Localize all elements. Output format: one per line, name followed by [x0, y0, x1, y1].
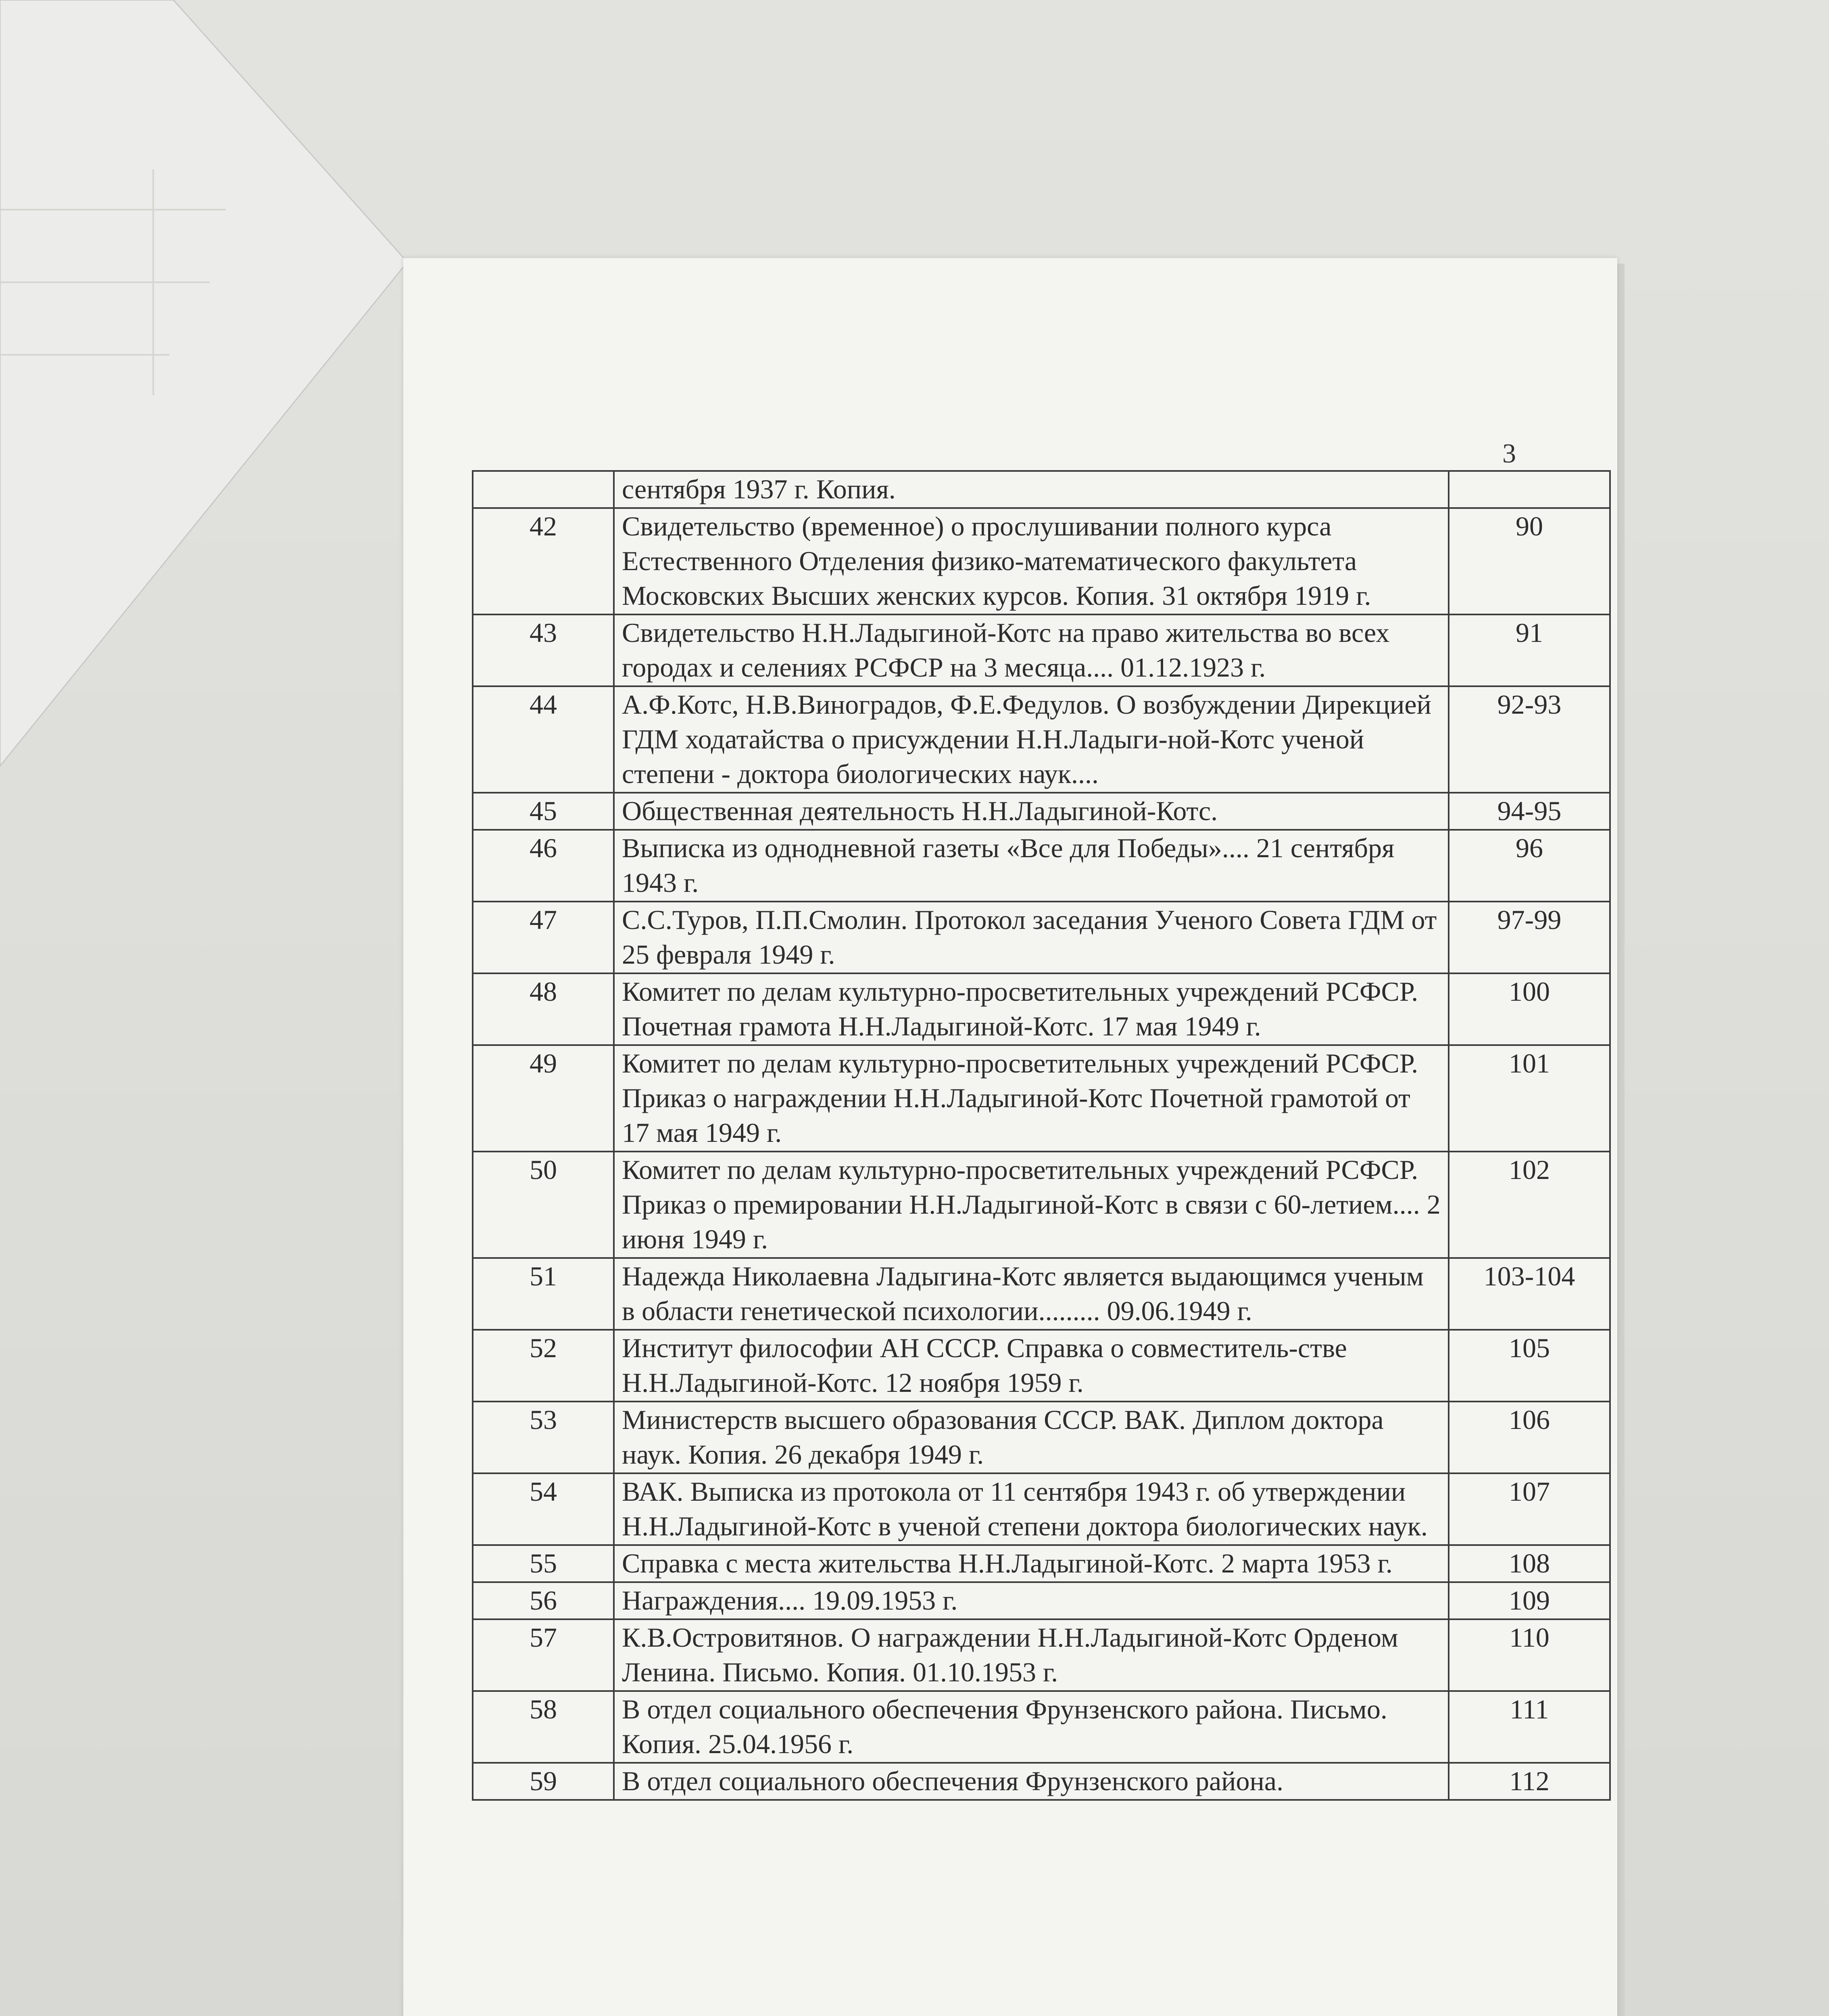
item-sheets: 102: [1449, 1152, 1610, 1258]
item-description: Свидетельство Н.Н.Ладыгиной-Котс на право жительства во всех городах и селениях РСФСР на 3 месяца.... 01.12.1923 г.: [614, 614, 1449, 686]
item-sheets: 94-95: [1449, 793, 1610, 830]
page-number: 3: [1502, 438, 1516, 469]
item-number: 44: [473, 686, 614, 793]
item-sheets: 111: [1449, 1691, 1610, 1763]
table-row: [473, 1582, 1610, 1619]
item-number: 51: [473, 1258, 614, 1330]
item-description: В отдел социального обеспечения Фрунзенского района.: [614, 1763, 1449, 1800]
item-description: С.С.Туров, П.П.Смолин. Протокол заседания Ученого Совета ГДМ от 25 февраля 1949 г.: [614, 902, 1449, 973]
table-row: [473, 686, 1610, 793]
item-number: 50: [473, 1152, 614, 1258]
table-row: [473, 1691, 1610, 1763]
item-sheets: 100: [1449, 973, 1610, 1045]
item-number: 58: [473, 1691, 614, 1763]
item-number: 45: [473, 793, 614, 830]
table-row: [473, 1473, 1610, 1545]
item-sheets: 90: [1449, 508, 1610, 614]
table-row: [473, 1045, 1610, 1152]
table-row: [473, 1258, 1610, 1330]
item-description: сентября 1937 г. Копия.: [614, 471, 1449, 508]
item-number: 49: [473, 1045, 614, 1152]
item-number: 56: [473, 1582, 614, 1619]
item-sheets: 97-99: [1449, 902, 1610, 973]
item-number: 57: [473, 1619, 614, 1691]
item-description: Свидетельство (временное) о прослушивании полного курса Естественного Отделения физико-математического факультета Московских Высших женских курсов. Копия. 31 октября 1919 г.: [614, 508, 1449, 614]
item-sheets: 92-93: [1449, 686, 1610, 793]
item-number: 52: [473, 1330, 614, 1402]
item-number: 59: [473, 1763, 614, 1800]
item-number: 54: [473, 1473, 614, 1545]
table-row: [473, 1402, 1610, 1473]
item-sheets: 108: [1449, 1545, 1610, 1582]
item-number: 43: [473, 614, 614, 686]
item-description: Справка с места жительства Н.Н.Ладыгиной-Котс. 2 марта 1953 г.: [614, 1545, 1449, 1582]
item-description: Министерств высшего образования СССР. ВАК. Диплом доктора наук. Копия. 26 декабря 1949 г.: [614, 1402, 1449, 1473]
item-description: Награждения.... 19.09.1953 г.: [614, 1582, 1449, 1619]
item-sheets: 105: [1449, 1330, 1610, 1402]
item-description: Институт философии АН СССР. Справка о совместитель-стве Н.Н.Ладыгиной-Котс. 12 ноября 1959 г.: [614, 1330, 1449, 1402]
item-sheets: 107: [1449, 1473, 1610, 1545]
table-row: [473, 614, 1610, 686]
item-description: К.В.Островитянов. О награждении Н.Н.Ладыгиной-Котс Орденом Ленина. Письмо. Копия. 01.10.1953 г.: [614, 1619, 1449, 1691]
item-number: 48: [473, 973, 614, 1045]
table-row: [473, 1619, 1610, 1691]
item-sheets: [1449, 471, 1610, 508]
table-row: [473, 1330, 1610, 1402]
item-number: [473, 471, 614, 508]
item-description: В отдел социального обеспечения Фрунзенского района. Письмо. Копия. 25.04.1956 г.: [614, 1691, 1449, 1763]
table-row: [473, 902, 1610, 973]
item-sheets: 109: [1449, 1582, 1610, 1619]
item-number: 46: [473, 830, 614, 902]
underlying-sheet: [0, 0, 444, 786]
table-row: [473, 1545, 1610, 1582]
item-description: Выписка из однодневной газеты «Все для Победы».... 21 сентября 1943 г.: [614, 830, 1449, 902]
item-sheets: 110: [1449, 1619, 1610, 1691]
item-sheets: 103-104: [1449, 1258, 1610, 1330]
inventory-table: [472, 470, 1611, 1801]
item-description: Общественная деятельность Н.Н.Ладыгиной-Котс.: [614, 793, 1449, 830]
table-row: [473, 830, 1610, 902]
table-row: [473, 973, 1610, 1045]
item-description: ВАК. Выписка из протокола от 11 сентября 1943 г. об утверждении Н.Н.Ладыгиной-Котс в ученой степени доктора биологических наук.: [614, 1473, 1449, 1545]
item-sheets: 112: [1449, 1763, 1610, 1800]
item-sheets: 96: [1449, 830, 1610, 902]
item-sheets: 106: [1449, 1402, 1610, 1473]
document-page: [403, 258, 1617, 2016]
item-description: А.Ф.Котс, Н.В.Виноградов, Ф.Е.Федулов. О возбуждении Дирекцией ГДМ ходатайства о присуждении Н.Н.Ладыги-ной-Котс ученой степени - доктора биологических наук....: [614, 686, 1449, 793]
item-number: 42: [473, 508, 614, 614]
item-description: Комитет по делам культурно-просветительных учреждений РСФСР. Приказ о премировании Н.Н.Ладыгиной-Котс в связи с 60-летием.... 2 июня 1949 г.: [614, 1152, 1449, 1258]
table-row: [473, 1152, 1610, 1258]
table-row: [473, 508, 1610, 614]
item-number: 53: [473, 1402, 614, 1473]
table-row: [473, 793, 1610, 830]
item-sheets: 101: [1449, 1045, 1610, 1152]
table-row: [473, 471, 1610, 508]
item-sheets: 91: [1449, 614, 1610, 686]
item-description: Комитет по делам культурно-просветительных учреждений РСФСР. Приказ о награждении Н.Н.Ладыгиной-Котс Почетной грамотой от 17 мая 1949 г.: [614, 1045, 1449, 1152]
item-number: 47: [473, 902, 614, 973]
item-number: 55: [473, 1545, 614, 1582]
table-row: [473, 1763, 1610, 1800]
item-description: Надежда Николаевна Ладыгина-Котс является выдающимся ученым в области генетической психологии......... 09.06.1949 г.: [614, 1258, 1449, 1330]
item-description: Комитет по делам культурно-просветительных учреждений РСФСР. Почетная грамота Н.Н.Ладыгиной-Котс. 17 мая 1949 г.: [614, 973, 1449, 1045]
